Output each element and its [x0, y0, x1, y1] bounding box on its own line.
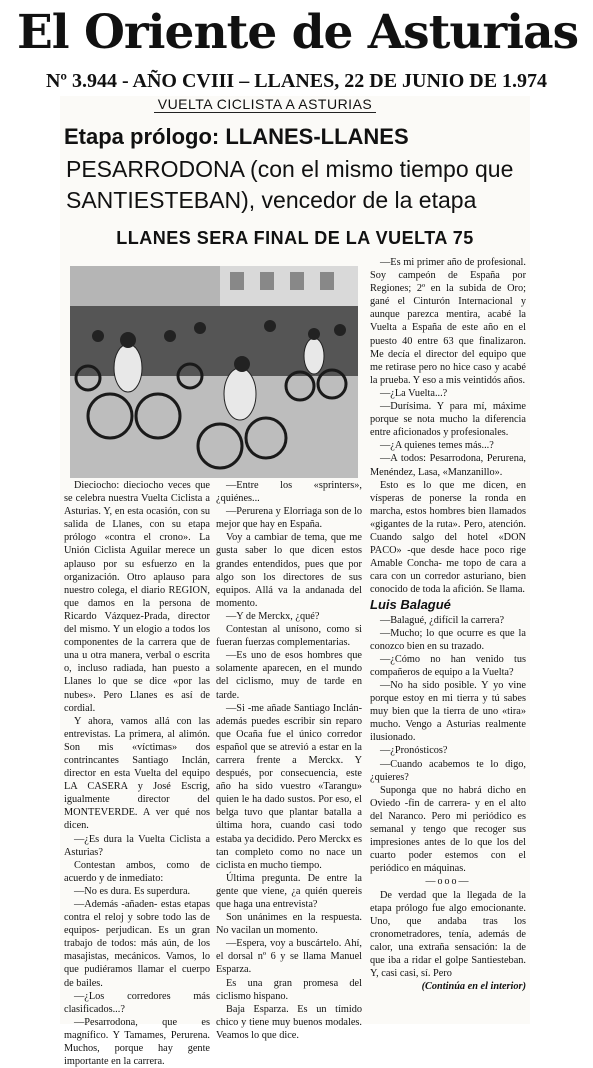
- paragraph: —No ha sido posible. Y yo vine porque estoy en mi tierra y tú sabes muy bien que la tierra de uno «tira» mucho. Vengo a Asturias realmente ilusionado.: [370, 680, 526, 744]
- paragraph: —Perurena y Elorriaga son de lo mejor que hay en España.: [216, 506, 362, 531]
- newspaper-clipping: [60, 96, 530, 1068]
- paragraph: —¿Los corredores más clasificados...?: [64, 990, 210, 1015]
- headline: PESARRODONA (con el mismo tiempo que SANTIESTEBAN), vencedor de la etapa: [66, 156, 514, 213]
- paragraph: Voy a cambiar de tema, que me gusta saber lo que dicen estos grandes entendidos, pues que por algo son los directores de sus equipos. Allá va la andanada del momento.: [216, 532, 362, 609]
- paragraph: —No es dura. Es superdura.: [74, 885, 191, 897]
- paragraph: —¿La Vuelta...?: [380, 387, 448, 399]
- paragraph: —Y de Merckx, ¿qué?: [226, 610, 320, 622]
- paragraph: De verdad que la llegada de la etapa prólogo fue algo emocionante. Uno, que andaba tras los cronometradores, tenía, además de calor, una extraña sensación: la de que iba a ridar el golpe Santiesteban. Y, casi casi, sí. Pero: [370, 889, 526, 980]
- paragraph: Y ahora, vamos allá con las entrevistas. La primera, al alimón. Son mis «víctimas» dos contrincantes Santiago Inclán, director en esta Vuelta del equipo LA CASERA y José Escrig, igualmente director del MONTEVERDE. A ver qué nos dicen.: [64, 715, 210, 832]
- paragraph: —Cuando acabemos te lo digo, ¿quieres?: [370, 758, 526, 783]
- paragraph: Son unánimes en la respuesta. No vacilan un momento.: [216, 912, 362, 937]
- paragraph: —Pesarrodona, que es magnífico. Y Tamames, Perurena. Muchos, porque hay gente importante en la carrera.: [64, 1016, 210, 1068]
- cyclists-photo-drawing: [70, 266, 358, 478]
- paragraph: —¿Pronósticos?: [380, 745, 448, 757]
- paragraph: Baja Esparza. Es un tímido chico y tiene muy buenos modales. Veamos lo que dice.: [216, 1003, 362, 1041]
- masthead-title: El Oriente de Asturias: [16, 5, 579, 60]
- subheadline: LLANES SERA FINAL DE LA VUELTA 75: [116, 228, 474, 248]
- paragraph: —Además -añaden- estas etapas contra el reloj y sobre todo las de equipos- perjudican. Es un gran trabajo de todos: más aún, de los masajistas, mecánicos. Vamos, lo que pudiéramos llamar el cuerpo de bailes.: [64, 899, 210, 989]
- paragraph: —Entre los «sprinters», ¿quiénes...: [216, 480, 362, 505]
- section-label: [60, 96, 470, 112]
- article-column-1: [64, 479, 210, 1068]
- paragraph: Contestan al unísono, como si fueran fuerzas complementarias.: [216, 624, 362, 649]
- paragraph: —Es uno de esos hombres que solamente aparecen, en el mundo del ciclismo, muy de tarde en tarde.: [216, 650, 362, 701]
- cyclists-photo: [70, 266, 358, 478]
- issue-line: Nº 3.944 - AÑO CVIII – LLANES, 22 DE JUNIO DE 1.974: [45, 70, 548, 92]
- paragraph: —Espera, voy a buscártelo. Ahí, el dorsal nº 6 y se llama Manuel Esparza.: [216, 938, 362, 976]
- byline-name: Luis Balagué: [370, 597, 451, 613]
- article-column-2: [216, 479, 362, 1041]
- paragraph: —Mucho; lo que ocurre es que la conozco bien en su trazado.: [370, 627, 526, 652]
- section-separator: —ooo—: [425, 876, 471, 888]
- paragraph: —Si -me añade Santiago Inclán- además puedes escribir sin reparo que Ocaña fue el único corredor español que se atrevió a estar en la carrera frente a Merckx. Y después, por consecuencia, este año ha sido vuestro «Tarangu» quien le ha dado sustos. Por eso, el belga tuvo que plantar batalla a última hora, cuando casi todo estaba ya decidido. Pero Merckx es tan completo como no nace un ciclista en mucho tiempo.: [216, 702, 362, 871]
- paragraph: —Durísima. Y para mí, máxime porque se nota mucho la diferencia entre aficionados y profesionales.: [370, 401, 526, 439]
- article-column-3: [370, 256, 526, 1024]
- paragraph: Suponga que no habrá dicho en Oviedo -fin de carrera- y en el alto del Naranco. Pero mi periódico es semanal y tengo que recoger sus impresiones antes de lo que los del cuarto poder estemos con el periódico en máquinas.: [370, 784, 526, 875]
- paragraph: —Balagué, ¿difícil la carrera?: [380, 614, 505, 626]
- paragraph: Contestan ambos, como de acuerdo y de inmediato:: [64, 859, 210, 884]
- stage-title: Etapa prólogo: LLANES-LLANES: [64, 124, 409, 149]
- paragraph: —¿Cómo no han venido tus compañeros de equipo a la Vuelta?: [370, 653, 526, 678]
- paragraph: —¿Es dura la Vuelta Ciclista a Asturias?: [64, 833, 210, 858]
- paragraph: —Es mi primer año de profesional. Soy campeón de España por Regiones; 2º en la subida de Oro; gané el Cinturón Internacional y aunque parezca mentira, acabé la Vuelta a España de este año en el puesto 40 entre 63 que finalizaron. Me decía el director del equipo que me retirase pero no hice caso y acabé la prueba. Y eso a mis veintidós años.: [370, 257, 526, 386]
- continued-note: (Continúa en el interior): [421, 981, 526, 993]
- paragraph: Última pregunta. De entre la gente que viene, ¿a quién quereis que haga una entrevista?: [216, 872, 362, 910]
- paragraph: —A todos: Pesarrodona, Perurena, Menéndez, Lasa, «Manzanillo».: [370, 453, 526, 478]
- paragraph: Esto es lo que me dicen, en vísperas de ponerse la ronda en marcha, estos hombres bien llamados «gigantes de la ruta». Pero, atención. Cuando salgo del hotel «DON PACO» -que desde hace poco rige Amable Concha- me topo de cara a cara con un corredor asturiano, bien conocido de toda la afición. Se llama.: [370, 479, 526, 596]
- paragraph: —¿A quienes temes más...?: [380, 440, 494, 452]
- section-label-text: VUELTA CICLISTA A ASTURIAS: [154, 96, 377, 113]
- paragraph: Es una gran promesa del ciclismo hispano.: [216, 977, 362, 1002]
- paragraph: Dieciocho: dieciocho veces que se celebra nuestra Vuelta Ciclista a Asturias. Y, en esta ocasión, con su salida de Llanes, con su etapa prólogo «contra el crono». La Unión Ciclista Aguilar merece un aplauso por su esfuerzo en la organización. Otro aplauso para nuestro colega, el diario REGION, que damos en la persona de Ricardo Vázquez-Prada, director del mismo. Y un elogio a todos los componentes de la carrera que de una u otra manera, verbal o escrita o, incluso radiada, han puesto a Llanes lo que se dice «por las nubes». Pero Llanes es así de cordial.: [64, 480, 210, 714]
